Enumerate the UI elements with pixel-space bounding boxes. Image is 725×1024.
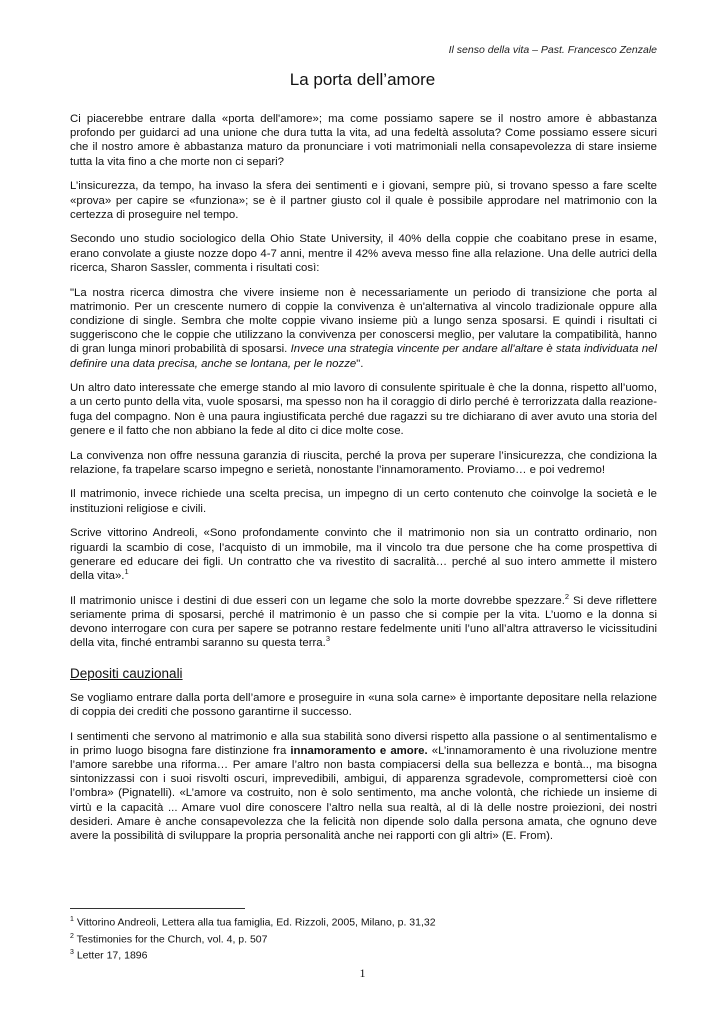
running-header: Il senso della vita – Past. Francesco Zenzale <box>448 44 657 56</box>
page-number: 1 <box>359 966 366 980</box>
footnote-text: Letter 17, 1896 <box>73 949 148 962</box>
paragraph-text: I sentimenti che servono al matrimonio e alla sua stabilità sono diversi rispetto alla passione o al sentimentalismo e in primo luogo bisogna fare distinzione fra <box>70 730 657 757</box>
footnote <box>70 946 657 963</box>
paragraph: L’insicurezza, da tempo, ha invaso la sfera dei sentimenti e i giovani, sempre più, si trovano spesso a fare scelte «prova» per capire se «funziona»; se è il partner giusto col il quale è possibile approdare nel matrimonio con la certezza di proseguire nel tempo. <box>70 180 657 221</box>
paragraph: Un altro dato interessate che emerge stando al mio lavoro di consulente spirituale è che la donna, rispetto all’uomo, a un certo punto della vita, vuole sposarsi, ma spesso non ha il coraggio di dirlo perché è terrorizzata dalla reazione-fuga del compagno. Non è una paura ingiustificata perché due ragazzi su tre dichiarano di aver avuto una storia del genere e il fatto che non abbiano la fede al dito ci dice molte cose. <box>70 382 657 437</box>
quote-end: ". <box>356 357 364 370</box>
paragraph-with-footnote <box>70 591 657 651</box>
footnote-text: Vittorino Andreoli, Lettera alla tua famiglia, Ed. Rizzoli, 2005, Milano, p. 31,32 <box>73 916 436 929</box>
paragraph: Se vogliamo entrare dalla porta dell’amore e proseguire in «una sola carne» è importante depositare nella relazione di coppia dei crediti che possono garantirne il successo. <box>70 691 657 718</box>
footnote <box>70 913 657 930</box>
bold-text: innamoramento e amore. <box>290 744 428 757</box>
paragraph-text: Si deve riflettere seriamente prima di sposarsi, perché il matrimonio è un passo che si compie per la vita. L’uomo e la donna si devono interrogare con cura per sapere se potranno restare fedelmente uniti l’uno all’altra attraverso le vicissitudini della vita, finché entrambi saranno su questa terra. <box>70 594 657 650</box>
paragraph-with-footnote <box>70 526 657 583</box>
quote-paragraph <box>70 286 657 371</box>
footnote-text: Testimonies for the Church, vol. 4, p. 507 <box>73 933 268 945</box>
paragraph <box>70 730 657 844</box>
footnote-ref[interactable]: 3 <box>325 634 330 644</box>
paragraph: Il matrimonio, invece richiede una scelta precisa, un impegno di un certo contenuto che coinvolge la società e le instituzioni religiose e civili. <box>70 488 657 515</box>
paragraph: Secondo uno studio sociologico della Ohio State University, il 40% della coppie che coabitano prese in esame, erano convolate a giuste nozze dopo 4-7 anni, mentre il 42% aveva messo fine alla relazione. Una delle autrici della ricerca, Sharon Sassler, commenta i risultati così: <box>70 233 657 274</box>
footnote-number: 2 <box>70 932 74 940</box>
section-heading: Depositi cauzionali <box>70 665 183 681</box>
quote-italic-text: Invece una strategia vincente per andare all'altare è stata individuata nel definire una data precisa, anche se lontana, per le nozze <box>70 343 657 370</box>
footnotes <box>70 908 657 963</box>
paragraph-text: Il matrimonio unisce i destini di due esseri con un legame che solo la morte dovrebbe spezzare. <box>70 594 565 607</box>
footnote-divider <box>70 908 245 909</box>
footnote-ref[interactable]: 2 <box>564 591 570 601</box>
quote-text: "La nostra ricerca dimostra che vivere insieme non è necessariamente un periodo di transizione che porta al matrimonio. Per un crescente numero di coppie la convivenza è un'alternativa al vincolo tradizionale oppure alla condizione di single. Sembra che molte coppie vivano insieme più a lungo senza sposarsi. E quindi i risultati ci suggeriscono che le coppie che utilizzano la convivenza per conoscersi meglio, per valutare la compatibilità, hanno di gran lunga minori probabilità di sposarsi. <box>70 286 657 356</box>
paragraph-text: Scrive vittorino Andreoli, «Sono profondamente convinto che il matrimonio non sia un contratto ordinario, non riguardi la scambio di cose, l’acquisto di un immobile, ma il vincolo tra due persone che ha come prospettiva di generare ed educare dei figli. Un contratto che va rivestito di sacralità… perché al suo intero ammette il mistero della vita». <box>70 527 657 582</box>
footnote-ref[interactable]: 1 <box>124 567 129 577</box>
document-body <box>70 112 657 854</box>
page-title: La porta dell’amore <box>289 70 436 89</box>
footnote-number: 1 <box>70 916 74 923</box>
footnote-number: 3 <box>70 949 74 956</box>
paragraph: La convivenza non offre nessuna garanzia di riuscita, perché la prova per superare l’insicurezza, che condiziona la relazione, fa trapelare scarso impegno e serietà, nonostante l’innamoramento. Proviamo… e poi vedremo! <box>70 449 657 476</box>
footnote <box>70 930 657 947</box>
paragraph: Ci piacerebbe entrare dalla «porta dell'amore»; ma come possiamo sapere se il nostro amore è abbastanza profondo per guidarci ad una unione che dura tutta la vita, ad una fedeltà assoluta? Come possiamo essere sicuri che il nostro amore è abbastanza maturo da pronunciare i voti matrimoniali nella consapevolezza di stare insieme tutta la vita fino a che morte non ci separi? <box>70 113 657 168</box>
paragraph-text: «L’innamoramento è una rivoluzione mentre l’amore sarebbe una riforma… Per amare l’altro non basta compiacersi della sua bellezza e bontà.., ma bisogna sintonizzassi con i suoi risvolti oscuri, imprevedibili, ambigui, di apparenza sgradevole, compromettersi cioè con l’ombra» (Pignatelli). «L’amore va costruito, non è solo sentimento, ma anche volontà, che richiede un insieme di virtù e la capacità ... Amare vuol dire conoscere l’altro nella sua realtà, al di là delle nostre proiezioni, dei nostri desideri. Amare è anche consapevolezza che la felicità non dipende solo dalla persona amata, che ognuno deve avere la possibilità di sviluppare la propria personalità anche nei rapporti con gli altri» (E. From). <box>70 744 658 843</box>
